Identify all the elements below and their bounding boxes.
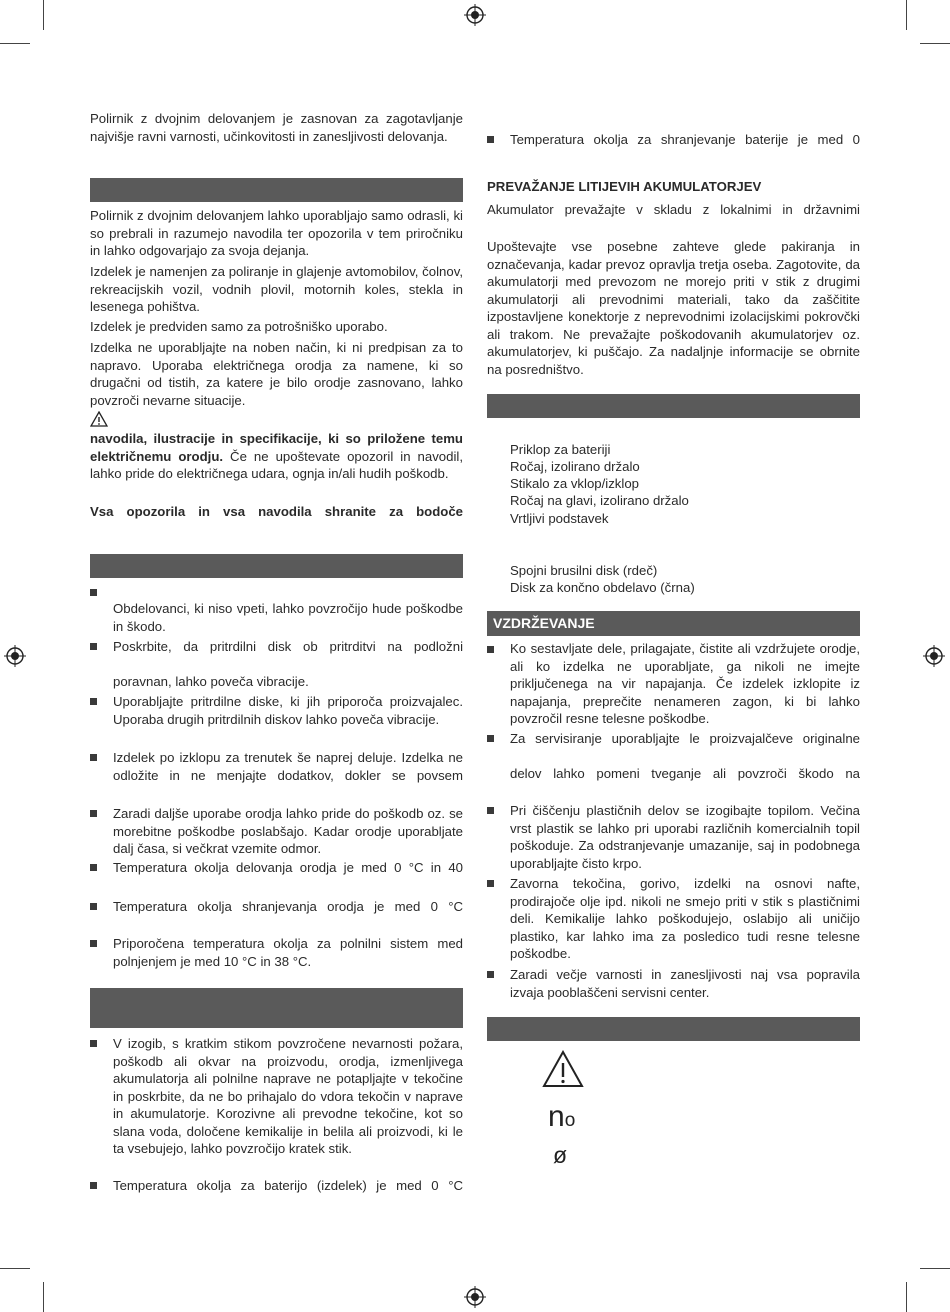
safety-bullet-text: poravnan, lahko poveča vibracije. — [113, 674, 309, 689]
battery-bullet-text: Temperatura okolja za baterijo (izdelek) je med 0 °C — [113, 1178, 463, 1193]
safety-bullet-text: Priporočena temperatura okolja za polnilni sistem med polnjenjem je med 10 °C in 38 °C. — [113, 936, 463, 969]
bullet-icon — [90, 1182, 97, 1189]
warning-icon — [542, 1050, 584, 1088]
maintenance-bullet-text: Zavorna tekočina, gorivo, izdelki na osnovi nafte, prodirajoče olje ipd. nikoli ne smejo priti v stik s plastičnimi deli. Kemikalije lahko poškodujejo, oslabijo ali uničijo plastiko, kar lahko ima za posledico tudi resne telesne poškodbe. — [510, 876, 860, 961]
intended-use-paragraph: Izdelek je namenjen za poliranje in glajenje avtomobilov, čolnov, rekreacijskih vozil, vodnih plovil, motornih koles, stekla in lesenega pohištva. — [90, 264, 463, 314]
section-header-bar — [487, 1017, 860, 1041]
maintenance-bullet-text: Ko sestavljate dele, prilagajate, čistite ali vzdržujete orodje, ali ko izdelka ne uporabljate, ga nikoli ne imejte priključenega na vir napajanja. Če izdelek izklopite iz napajanja, preprečite nenameren zagon, ki bi lahko povzročil resne telesne poškodbe. — [510, 641, 860, 726]
safety-bullet-text: Poskrbite, da pritrdilni disk ob pritrditvi na podložni — [113, 639, 463, 654]
crop-mark — [920, 43, 950, 44]
warning-text: Če ne upoštevate opozoril in navodil, lahko pride do električnega udara, ognja in/ali hudih poškodb. — [90, 448, 463, 481]
bullet-icon — [90, 940, 97, 947]
part-list-item: Priklop za bateriji — [510, 442, 611, 457]
bullet-icon — [90, 1040, 97, 1047]
section-header-bar — [90, 988, 463, 1028]
transport-heading: PREVAŽANJE LITIJEVIH AKUMULATORJEV — [487, 179, 762, 194]
maintenance-bullet-text: Pri čiščenju plastičnih delov se izogibajte topilom. Večina vrst plastik se lahko pri uporabi različnih komercialnih topil poškoduje. Za odstranjevanje umazanije, saj in podobnega uporabljajte čisto krpo. — [510, 803, 860, 871]
part-list-item: Ročaj na glavi, izolirano držalo — [510, 493, 689, 508]
crop-mark — [920, 1268, 950, 1269]
registration-mark-icon — [4, 645, 26, 667]
registration-mark-icon — [923, 645, 945, 667]
maintenance-bullet-text: Za servisiranje uporabljajte le proizvajalčeve originalne — [510, 731, 860, 746]
warning-paragraph — [90, 430, 463, 483]
battery-bullet-text: V izogib, s kratkim stikom povzročene nevarnosti požara, poškodb ali okvar na proizvodu, orodja, izmenljivega akumulatorja ali polnilne naprave ne potapljajte v tekočine in poskrbite, da ne bo prihajalo do vdora tekočin v naprave in akumulatorje. Korozivne ali prevodne tekočine, kot so slana voda, določene kemikalije in belila ali proizvodi, ki le ta vsebujejo, lahko povzročijo kratek stik. — [113, 1036, 463, 1156]
bullet-icon — [487, 735, 494, 742]
bullet-icon — [90, 903, 97, 910]
part-list-item: Vrtljivi podstavek — [510, 511, 609, 526]
maintenance-header-bar: VZDRŽEVANJE — [487, 611, 860, 636]
section-header-bar — [90, 554, 463, 578]
part-list-item: Stikalo za vklop/izklop — [510, 476, 640, 491]
no-load-n-text: n — [548, 1100, 565, 1133]
crop-mark — [0, 43, 30, 44]
crop-mark — [906, 1282, 907, 1312]
registration-mark-icon — [464, 1286, 486, 1308]
keep-instructions-text: Vsa opozorila in vsa navodila shranite za bodoče — [90, 504, 463, 519]
section-header-bar — [487, 394, 860, 418]
crop-mark — [43, 1282, 44, 1312]
warning-icon — [90, 411, 108, 427]
safety-bullet-text: Uporabljajte pritrdilne diske, ki jih priporoča proizvajalec. Uporaba drugih pritrdilnih diskov lahko poveča vibracije. — [113, 694, 463, 727]
diameter-symbol: ø — [553, 1142, 568, 1168]
transport-text: Akumulator prevažajte v skladu z lokalnimi in državnimi — [487, 202, 860, 217]
section-header-bar — [90, 178, 463, 202]
crop-mark — [906, 0, 907, 30]
intended-use-paragraph: Polirnik z dvojnim delovanjem lahko uporabljajo samo odrasli, ki so prebrali in razumejo navodila ter opozorila v tem priročniku in lahko odgovarjajo za svoja dejanja. — [90, 208, 463, 258]
bullet-icon — [90, 810, 97, 817]
bullet-icon — [90, 589, 97, 596]
intended-use-paragraph: Izdelek je predviden samo za potrošniško uporabo. — [90, 319, 388, 334]
safety-bullet-text: Obdelovanci, ki niso vpeti, lahko povzročijo hude poškodbe in škodo. — [113, 601, 463, 634]
crop-mark — [43, 0, 44, 30]
maintenance-bullet-text: delov lahko pomeni tveganje ali povzroči škodo na — [510, 766, 860, 781]
accessory-list-item: Spojni brusilni disk (rdeč) — [510, 563, 658, 578]
safety-bullet-text: Temperatura okolja shranjevanja orodja je med 0 °C — [113, 899, 463, 914]
registration-mark-icon — [464, 4, 486, 26]
maintenance-bullet-text: Zaradi večje varnosti in zanesljivosti naj vsa popravila izvaja pooblaščeni servisni center. — [510, 967, 860, 1000]
bullet-icon — [487, 646, 494, 653]
bullet-icon — [90, 754, 97, 761]
accessory-list-item: Disk za končno obdelavo (črna) — [510, 580, 695, 595]
bullet-icon — [487, 136, 494, 143]
bullet-icon — [487, 880, 494, 887]
safety-bullet-text: Zaradi daljše uporabe orodja lahko pride do poškodb oz. se morebitne poškodbe poslabšajo. Kadar orodje uporabljate dalj časa, si večkrat vzemite odmor. — [113, 806, 463, 856]
transport-text: Upoštevajte vse posebne zahteve glede pakiranja in označevanja, kadar prevoz opravlja tretja oseba. Zagotovite, da akumulatorji med prevozom ne morejo priti v stik z drugimi akumulatorji ali prevodnimi materiali, tako da zaščitite izpostavljene konektorje z neprevodnimi izolacijskimi pokrovčki ali trakom. Ne prevažajte poškodovanih akumulatorjev oz. akumulatorjev, ki puščajo. Za nadaljnje informacije se obrnite na posredništvo. — [487, 239, 860, 377]
bullet-icon — [487, 807, 494, 814]
safety-bullet-text: Temperatura okolja delovanja orodja je med 0 °C in 40 — [113, 860, 463, 875]
warning-bold-text: navodila, ilustracije in specifikacije, ki so priložene temu električnemu orodju. — [90, 431, 463, 464]
no-load-o-text: o — [564, 1110, 576, 1131]
bullet-icon — [90, 864, 97, 871]
intended-use-paragraph: Izdelka ne uporabljajte na noben način, ki ni predpisan za to napravo. Uporaba električnega orodja za namene, ki so drugačni od tistih, za katere je bilo orodje zasnovano, lahko povzroči nevarne situacije. — [90, 340, 463, 408]
part-list-item: Ročaj, izolirano držalo — [510, 459, 640, 474]
bullet-icon — [90, 643, 97, 650]
bullet-icon — [487, 971, 494, 978]
bullet-icon — [90, 698, 97, 705]
battery-storage-text: Temperatura okolja za shranjevanje baterije je med 0 — [510, 132, 860, 147]
intro-paragraph: Polirnik z dvojnim delovanjem je zasnovan za zagotavljanje najvišje ravni varnosti, učinkovitosti in zanesljivosti delovanja. — [90, 111, 463, 144]
crop-mark — [0, 1268, 30, 1269]
safety-bullet-text: Izdelek po izklopu za trenutek še naprej deluje. Izdelka ne odložite in ne menjajte dodatkov, dokler se povsem — [113, 750, 463, 783]
no-load-speed-symbol — [548, 1100, 575, 1138]
